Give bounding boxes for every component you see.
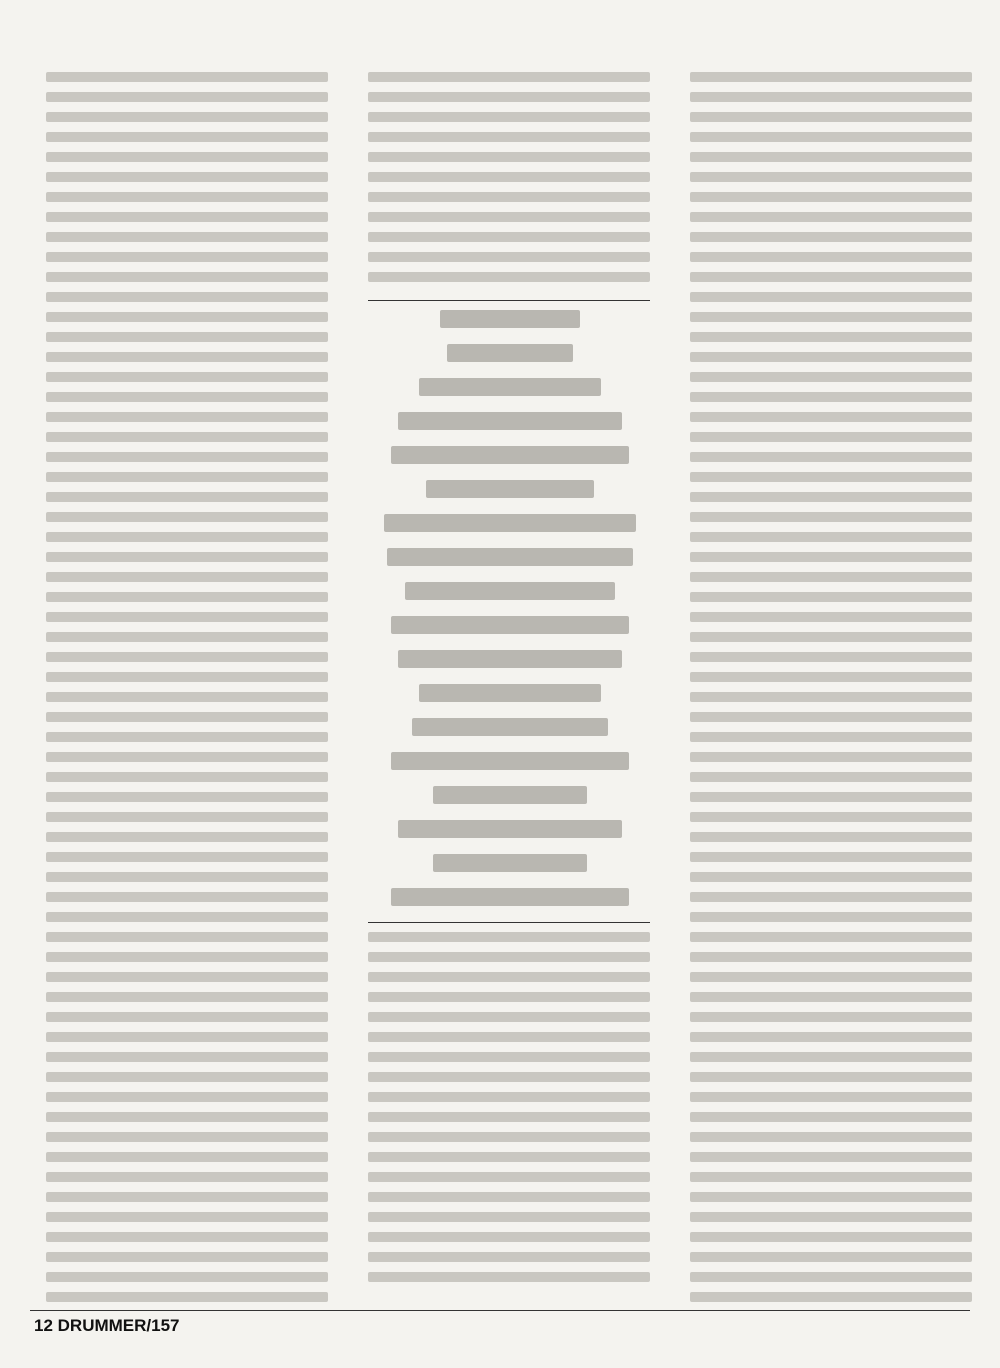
redacted-text-line xyxy=(690,172,972,182)
redacted-text-line xyxy=(690,352,972,362)
redacted-text-line xyxy=(690,792,972,802)
redacted-text-line xyxy=(46,752,328,762)
redacted-text-line xyxy=(426,480,594,498)
redacted-text-line xyxy=(690,612,972,622)
redacted-text-line xyxy=(690,1152,972,1162)
redacted-text-line xyxy=(46,512,328,522)
redacted-text-line xyxy=(690,392,972,402)
redacted-text-line xyxy=(46,1252,328,1262)
redacted-text-line xyxy=(690,752,972,762)
text-column-right xyxy=(690,72,972,1312)
redacted-text-line xyxy=(46,1092,328,1102)
redacted-text-line xyxy=(690,672,972,682)
redacted-text-line xyxy=(433,786,587,804)
redacted-text-line xyxy=(690,332,972,342)
redacted-text-line xyxy=(690,292,972,302)
redacted-text-line xyxy=(690,1192,972,1202)
redacted-text-line xyxy=(46,1192,328,1202)
redacted-text-line xyxy=(690,532,972,542)
redacted-text-line xyxy=(368,72,650,82)
redacted-text-line xyxy=(690,652,972,662)
redacted-text-line xyxy=(690,1092,972,1102)
redacted-text-line xyxy=(690,1112,972,1122)
redacted-text-line xyxy=(690,252,972,262)
redacted-text-line xyxy=(46,192,328,202)
redacted-text-line xyxy=(46,572,328,582)
redacted-text-line xyxy=(46,252,328,262)
redacted-text-line xyxy=(368,252,650,262)
redacted-text-line xyxy=(391,616,629,634)
redacted-text-line xyxy=(46,732,328,742)
redacted-text-line xyxy=(46,792,328,802)
redacted-text-line xyxy=(690,852,972,862)
redacted-text-line xyxy=(46,952,328,962)
redacted-text-line xyxy=(690,312,972,322)
redacted-text-line xyxy=(690,552,972,562)
redacted-text-line xyxy=(46,292,328,302)
redacted-text-line xyxy=(46,592,328,602)
redacted-text-line xyxy=(391,888,629,906)
redacted-text-line xyxy=(46,312,328,322)
redacted-text-line xyxy=(368,1152,650,1162)
redacted-text-line xyxy=(690,632,972,642)
redacted-text-line xyxy=(46,872,328,882)
redacted-text-line xyxy=(690,512,972,522)
redacted-text-line xyxy=(46,992,328,1002)
redacted-text-line xyxy=(368,192,650,202)
redacted-text-line xyxy=(46,152,328,162)
pull-quote xyxy=(370,310,650,915)
redacted-text-line xyxy=(368,152,650,162)
redacted-text-line xyxy=(368,1012,650,1022)
redacted-text-line xyxy=(368,1272,650,1282)
redacted-text-line xyxy=(690,912,972,922)
redacted-text-line xyxy=(46,552,328,562)
redacted-text-line xyxy=(690,72,972,82)
redacted-text-line xyxy=(46,892,328,902)
redacted-text-line xyxy=(46,692,328,702)
redacted-text-line xyxy=(368,1092,650,1102)
redacted-text-line xyxy=(46,412,328,422)
redacted-text-line xyxy=(46,112,328,122)
redacted-text-line xyxy=(690,812,972,822)
redacted-text-line xyxy=(690,372,972,382)
text-column-middle-top xyxy=(368,72,650,292)
redacted-text-line xyxy=(46,612,328,622)
redacted-text-line xyxy=(690,452,972,462)
redacted-text-line xyxy=(690,112,972,122)
redacted-text-line xyxy=(368,1192,650,1202)
redacted-text-line xyxy=(368,1132,650,1142)
redacted-text-line xyxy=(368,1072,650,1082)
redacted-text-line xyxy=(46,1052,328,1062)
redacted-text-line xyxy=(690,1072,972,1082)
redacted-text-line xyxy=(690,1252,972,1262)
redacted-text-line xyxy=(391,752,629,770)
redacted-text-line xyxy=(368,1172,650,1182)
redacted-text-line xyxy=(405,582,615,600)
redacted-text-line xyxy=(46,1012,328,1022)
redacted-text-line xyxy=(46,852,328,862)
redacted-text-line xyxy=(419,684,601,702)
redacted-text-line xyxy=(433,854,587,872)
redacted-text-line xyxy=(46,472,328,482)
redacted-text-line xyxy=(368,1052,650,1062)
redacted-text-line xyxy=(690,572,972,582)
redacted-text-line xyxy=(46,392,328,402)
redacted-text-line xyxy=(398,650,622,668)
redacted-text-line xyxy=(690,892,972,902)
redacted-text-line xyxy=(46,132,328,142)
redacted-text-line xyxy=(368,132,650,142)
pull-quote-top-rule xyxy=(368,300,650,301)
redacted-text-line xyxy=(690,152,972,162)
redacted-text-line xyxy=(690,692,972,702)
redacted-text-line xyxy=(368,1032,650,1042)
redacted-text-line xyxy=(690,212,972,222)
redacted-text-line xyxy=(46,932,328,942)
redacted-text-line xyxy=(46,1032,328,1042)
redacted-text-line xyxy=(398,412,622,430)
redacted-text-line xyxy=(690,1172,972,1182)
redacted-text-line xyxy=(368,952,650,962)
redacted-text-line xyxy=(690,272,972,282)
redacted-text-line xyxy=(46,492,328,502)
redacted-text-line xyxy=(46,172,328,182)
redacted-text-line xyxy=(46,1072,328,1082)
redacted-text-line xyxy=(46,632,328,642)
redacted-text-line xyxy=(412,718,608,736)
redacted-text-line xyxy=(447,344,573,362)
redacted-text-line xyxy=(368,272,650,282)
redacted-text-line xyxy=(46,652,328,662)
redacted-text-line xyxy=(368,172,650,182)
pull-quote-bottom-rule xyxy=(368,922,650,923)
redacted-text-line xyxy=(46,1152,328,1162)
redacted-text-line xyxy=(46,912,328,922)
redacted-text-line xyxy=(690,1272,972,1282)
redacted-text-line xyxy=(690,132,972,142)
redacted-text-line xyxy=(46,812,328,822)
footer-rule xyxy=(30,1310,970,1311)
redacted-text-line xyxy=(368,212,650,222)
redacted-text-line xyxy=(690,1012,972,1022)
redacted-text-line xyxy=(690,952,972,962)
redacted-text-line xyxy=(46,452,328,462)
text-column-left xyxy=(46,72,328,1312)
text-column-middle-bottom xyxy=(368,932,650,1292)
redacted-text-line xyxy=(46,1132,328,1142)
redacted-text-line xyxy=(690,592,972,602)
redacted-text-line xyxy=(398,820,622,838)
redacted-text-line xyxy=(368,972,650,982)
redacted-text-line xyxy=(46,352,328,362)
redacted-text-line xyxy=(368,932,650,942)
redacted-text-line xyxy=(690,1232,972,1242)
redacted-text-line xyxy=(46,432,328,442)
redacted-text-line xyxy=(690,772,972,782)
redacted-text-line xyxy=(368,232,650,242)
redacted-text-line xyxy=(690,92,972,102)
redacted-text-line xyxy=(419,378,601,396)
redacted-text-line xyxy=(690,872,972,882)
redacted-text-line xyxy=(690,1212,972,1222)
redacted-text-line xyxy=(46,1212,328,1222)
redacted-text-line xyxy=(368,992,650,1002)
redacted-text-line xyxy=(46,972,328,982)
redacted-text-line xyxy=(46,672,328,682)
redacted-text-line xyxy=(368,1232,650,1242)
redacted-text-line xyxy=(391,446,629,464)
magazine-issue: DRUMMER/157 xyxy=(57,1316,180,1335)
redacted-text-line xyxy=(690,472,972,482)
redacted-text-line xyxy=(690,1052,972,1062)
redacted-text-line xyxy=(46,92,328,102)
redacted-text-line xyxy=(368,1252,650,1262)
page-footer xyxy=(34,1316,180,1336)
redacted-text-line xyxy=(690,732,972,742)
redacted-text-line xyxy=(46,1112,328,1122)
redacted-text-line xyxy=(46,772,328,782)
redacted-text-line xyxy=(46,1172,328,1182)
redacted-text-line xyxy=(690,1292,972,1302)
redacted-text-line xyxy=(690,832,972,842)
redacted-text-line xyxy=(46,272,328,282)
redacted-text-line xyxy=(46,332,328,342)
redacted-text-line xyxy=(690,972,972,982)
redacted-text-line xyxy=(46,232,328,242)
redacted-text-line xyxy=(690,232,972,242)
redacted-text-line xyxy=(690,1132,972,1142)
redacted-text-line xyxy=(387,548,633,566)
redacted-text-line xyxy=(46,372,328,382)
redacted-text-line xyxy=(690,1032,972,1042)
redacted-text-line xyxy=(690,412,972,422)
redacted-text-line xyxy=(46,1292,328,1302)
redacted-text-line xyxy=(46,212,328,222)
redacted-text-line xyxy=(368,1112,650,1122)
redacted-text-line xyxy=(46,1232,328,1242)
redacted-text-line xyxy=(46,712,328,722)
redacted-text-line xyxy=(368,1212,650,1222)
redacted-text-line xyxy=(46,1272,328,1282)
redacted-text-line xyxy=(46,832,328,842)
redacted-text-line xyxy=(690,992,972,1002)
redacted-text-line xyxy=(690,932,972,942)
redacted-text-line xyxy=(384,514,636,532)
redacted-text-line xyxy=(690,712,972,722)
redacted-text-line xyxy=(46,72,328,82)
redacted-text-line xyxy=(440,310,580,328)
redacted-text-line xyxy=(46,532,328,542)
redacted-text-line xyxy=(690,492,972,502)
redacted-text-line xyxy=(690,432,972,442)
redacted-text-line xyxy=(690,192,972,202)
redacted-text-line xyxy=(368,92,650,102)
page-number: 12 xyxy=(34,1316,53,1335)
redacted-text-line xyxy=(368,112,650,122)
